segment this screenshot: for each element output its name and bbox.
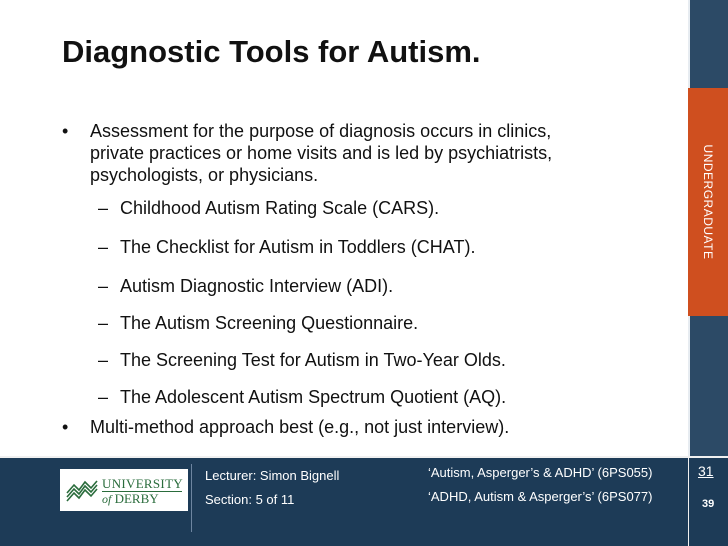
bullet-line: Multi-method approach best (e.g., not just interview). bbox=[90, 417, 510, 437]
sub-item-adi: Autism Diagnostic Interview (ADI). bbox=[120, 276, 394, 296]
logo-of-text: of bbox=[102, 492, 112, 506]
sub-item-chat: The Checklist for Autism in Toddlers (CHAT). bbox=[120, 237, 476, 257]
sub-dash: – bbox=[98, 237, 109, 257]
bullet-line: Assessment for the purpose of diagnosis occurs in clinics, bbox=[90, 121, 552, 141]
bullet-item-multi-method bbox=[90, 416, 650, 438]
sub-dash: – bbox=[98, 387, 109, 407]
sub-dash: – bbox=[98, 276, 109, 296]
sub-item-screening-test: The Screening Test for Autism in Two-Year Olds. bbox=[120, 350, 506, 370]
university-logo bbox=[60, 469, 188, 511]
sub-item-aq: The Adolescent Autism Spectrum Quotient (AQ). bbox=[120, 387, 507, 407]
sub-dash: – bbox=[98, 313, 109, 333]
side-tab bbox=[688, 88, 728, 316]
page-separator bbox=[688, 456, 689, 546]
footer-section: Section: 5 of 11 bbox=[205, 492, 295, 507]
footer-divider bbox=[0, 456, 728, 458]
side-tab-label: UNDERGRADUATE bbox=[701, 144, 715, 260]
footer-module-1: ‘Autism, Asperger’s & ADHD’ (6PS055) bbox=[428, 465, 653, 480]
footer-separator bbox=[191, 464, 192, 532]
slide-number: 39 bbox=[702, 498, 715, 510]
sub-dash: – bbox=[98, 198, 109, 218]
logo-university-text: UNIVERSITY bbox=[102, 476, 183, 491]
sub-dash: – bbox=[98, 350, 109, 370]
bullet-line: private practices or home visits and is led by psychiatrists, bbox=[90, 143, 553, 163]
sub-item-cars: Childhood Autism Rating Scale (CARS). bbox=[120, 198, 440, 218]
logo-derby-text: DERBY bbox=[114, 491, 159, 506]
page-number: 31 bbox=[698, 463, 714, 479]
footer-module-2: ‘ADHD, Autism & Asperger’s’ (6PS077) bbox=[428, 489, 653, 504]
logo-derby-line bbox=[102, 491, 159, 507]
mountains-icon bbox=[66, 477, 98, 503]
footer-bar bbox=[0, 456, 728, 546]
bullet-marker: • bbox=[62, 417, 69, 437]
bullet-line: psychologists, or physicians. bbox=[90, 165, 319, 185]
bullet-item-assessment bbox=[90, 120, 650, 186]
bullet-marker: • bbox=[62, 121, 69, 141]
slide-title: Diagnostic Tools for Autism. bbox=[62, 34, 481, 69]
sub-item-screening-questionnaire: The Autism Screening Questionnaire. bbox=[120, 313, 419, 333]
footer-lecturer: Lecturer: Simon Bignell bbox=[205, 468, 340, 483]
